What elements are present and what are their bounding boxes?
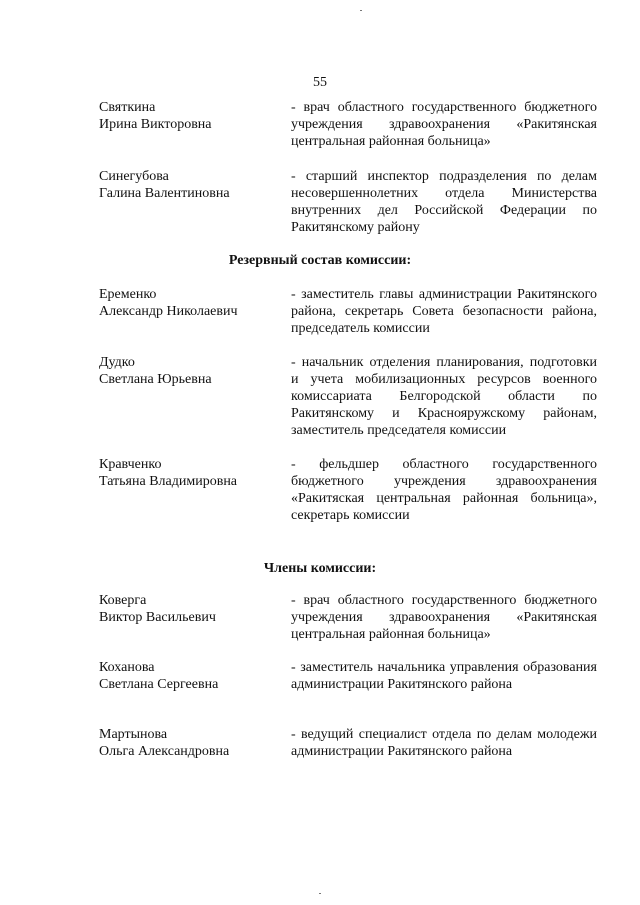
member-given-names: Ольга Александровна (99, 744, 230, 759)
page-number: 55 (313, 75, 327, 90)
member-name (99, 99, 279, 133)
member-given-names: Светлана Сергеевна (99, 677, 219, 692)
member-surname: Коханова (99, 660, 155, 675)
member-name (99, 659, 279, 693)
member-role: - заместитель начальника управления образования администрации Ракитянского района (291, 660, 597, 692)
member-surname: Дудко (99, 355, 135, 370)
member-role: - фельдшер областного государственного бюджетного учреждения здравоохранения «Ракитяская центральная районная больница», секретарь комиссии (291, 457, 597, 523)
member-name (99, 592, 279, 626)
member-role: - начальник отделения планирования, подготовки и учета мобилизационных ресурсов военного комиссариата Белгородской области по Ракитянскому и Краснояружскому районам, заместитель председателя комиссии (291, 355, 597, 438)
member-surname: Синегубова (99, 169, 169, 184)
section-heading-reserve: Резервный состав комиссии: (228, 253, 412, 268)
member-role: - врач областного государственного бюджетного учреждения здравоохранения «Ракитянская центральная районная больница» (291, 100, 597, 149)
member-given-names: Галина Валентиновна (99, 186, 230, 201)
member-given-names: Татьяна Владимировна (99, 474, 238, 489)
member-surname: Коверга (99, 593, 147, 608)
member-given-names: Светлана Юрьевна (99, 372, 212, 387)
member-surname: Святкина (99, 100, 156, 115)
member-given-names: Ирина Викторовна (99, 117, 212, 132)
member-name (99, 456, 279, 490)
scan-speck (360, 10, 362, 11)
member-surname: Еременко (99, 287, 157, 302)
member-surname: Мартынова (99, 727, 168, 742)
member-role: - заместитель главы администрации Ракитянского района, секретарь Совета безопасности района, председатель комиссии (291, 287, 597, 336)
member-name (99, 168, 279, 202)
member-name (99, 286, 279, 320)
member-name (99, 354, 279, 388)
scan-speck (319, 893, 321, 894)
member-role: - врач областного государственного бюджетного учреждения здравоохранения «Ракитянская центральная районная больница» (291, 593, 597, 642)
member-given-names: Виктор Васильевич (99, 610, 216, 625)
member-surname: Кравченко (99, 457, 162, 472)
member-name (99, 726, 279, 760)
member-given-names: Александр Николаевич (99, 304, 238, 319)
member-role: - ведущий специалист отдела по делам молодежи администрации Ракитянского района (291, 727, 597, 759)
member-role: - старший инспектор подразделения по делам несовершеннолетних отдела Министерства внутренних дел Российской Федерации по Ракитянскому району (291, 169, 597, 235)
section-heading-members: Члены комиссии: (263, 561, 377, 576)
